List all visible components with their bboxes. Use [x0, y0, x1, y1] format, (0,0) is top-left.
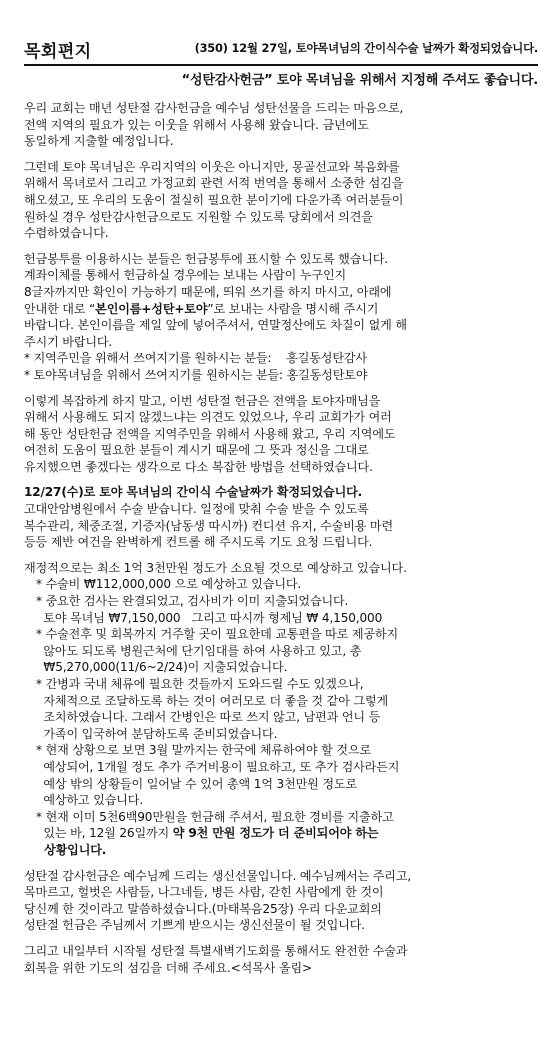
text-line: 않아도 되도록 병원근처에 단기임대를 하여 사용하고 있고, 총 — [36, 643, 362, 658]
text-line: 전액 지역의 필요가 있는 이웃을 위해서 사용해 왔습니다. 금년에도 — [24, 117, 369, 132]
header-subtitle: (350) 12월 27일, 토야목녀님의 간이식수술 날짜가 확정되었습니다. — [194, 41, 538, 55]
letter-page — [0, 31, 560, 1051]
text-line: 목마르고, 헐벗은 사람들, 나그네들, 병든 사람, 갇힌 사람에게 한 것이 — [24, 885, 384, 900]
paragraph-2 — [24, 159, 538, 242]
text-line: 그런데 토야 목녀님은 우리지역의 이웃은 아니지만, 몽골선교와 복음화를 — [24, 159, 400, 174]
text-line: 우리 교회는 매년 성탄절 감사헌금을 예수님 성탄선물을 드리는 마음으로, — [24, 101, 404, 115]
text-line: 위해서 목녀로서 그리고 가정교회 관련 서적 번역을 통해서 소중한 섬김을 — [24, 176, 404, 191]
text-line: 성탄절 감사헌금은 예수님께 드리는 생신선물입니다. 예수님께서는 주리고, — [24, 868, 412, 883]
transfer-format-bold: 본인이름+성탄+토야 — [95, 301, 208, 316]
paragraph-3 — [24, 251, 538, 384]
text-line: 등등 제반 여건을 완벽하게 컨트롤 해 주시도록 기도 요청 드립니다. — [24, 535, 373, 550]
text-segment: ”로 보내는 사람을 명시해 주시기 — [207, 301, 379, 316]
text-line: 당신께 한 것이라고 말씀하셨습니다.(마태복음25장) 우리 다운교회의 — [24, 901, 382, 916]
text-line: * 중요한 검사는 완결되었고, 검사비가 이미 지출되었습니다. — [36, 594, 349, 609]
signature-line: 회복을 위한 기도의 섬김을 더해 주세요.<석목사 올림> — [24, 960, 313, 975]
surgery-date-heading: 12/27(수)로 토야 목녀님의 간이식 수술날짜가 확정되었습니다. — [24, 485, 363, 500]
bullet-toya: * 토야목녀님을 위해서 쓰여지기를 원하시는 분들: 홍길동성탄토야 — [24, 367, 368, 382]
header-rule — [24, 64, 538, 66]
letter-header — [24, 31, 538, 67]
cost-item — [24, 576, 538, 593]
cost-item — [24, 742, 538, 808]
text-line: 예상하고 있습니다. — [36, 793, 144, 808]
text-line: 해오셨고, 또 우리의 도움이 절실히 필요한 분이기에 다운가족 여러분들이 — [24, 192, 404, 207]
header-title: 목회편지 — [24, 42, 92, 62]
text-line: 여전히 도움이 필요한 분들이 계시기 때문에 그 뜻과 정신을 그대로 — [24, 443, 369, 458]
text-line: 헌금봉투를 이용하시는 분들은 헌금봉투에 표시할 수 있도록 했습니다. — [24, 251, 388, 266]
text-line: 위해서 사용해도 되지 않겠느냐는 의견도 있었으나, 우리 교회가가 여러 — [24, 410, 392, 425]
letter-subtitle: “성탄감사헌금” 토야 목녀님을 위해서 지정해 주셔도 좋습니다. — [181, 73, 538, 88]
cost-item — [24, 676, 538, 742]
text-line: 예상 밖의 상황들이 일어날 수 있어 총액 1억 3천만원 정도로 — [36, 776, 357, 791]
paragraph-4 — [24, 393, 538, 476]
text-line: 해 동안 성탄헌금 전액을 지역주민을 위해서 사용해 왔고, 우리 지역에도 — [24, 426, 396, 441]
text-line: * 현재 상황으로 보면 3월 말까지는 한국에 체류하여야 할 것으로 — [36, 743, 372, 758]
paragraph-5 — [24, 484, 538, 550]
remaining-amount-bold: 약 9천 만원 정도가 더 준비되어야 하는 — [172, 826, 379, 841]
text-line — [24, 301, 538, 318]
text-line: 예상되어, 1개월 정도 추가 주거비용이 필요하고, 또 추가 검사라든지 — [36, 759, 400, 774]
cost-item — [24, 626, 538, 676]
text-line: 원하실 경우 성탄감사헌금으로도 지원할 수 있도록 당회에서 의견을 — [24, 209, 373, 224]
text-line: 이렇게 복잡하게 하지 말고, 이번 성탄절 헌금은 전액을 토야자매님을 — [24, 393, 381, 408]
cost-item-remaining — [24, 809, 538, 859]
text-line: 8글자까지만 확인이 가능하기 때문에, 띄워 쓰기를 하지 마시고, 아래에 — [24, 284, 392, 299]
text-line: 주시기 바랍니다. — [24, 334, 113, 349]
text-line: 그리고 내일부터 시작될 성탄절 특별새벽기도회를 통해서도 완전한 수술과 — [24, 943, 408, 958]
paragraph-8 — [24, 943, 538, 976]
text-line: * 현재 이미 5천6백90만원을 헌금해 주셔서, 필요한 경비를 지출하고 — [36, 809, 394, 824]
text-line: ₩5,270,000(11/6~2/24)이 지출되었습니다. — [36, 660, 288, 675]
text-line: * 수술비 ₩112,000,000 으로 예상하고 있습니다. — [36, 577, 302, 592]
remaining-amount-bold: 상황입니다. — [36, 842, 107, 857]
text-line: 복수관리, 체중조절, 기증자(남동생 따시까) 컨디션 유지, 수술비용 마련 — [24, 518, 393, 533]
text-line: 수렴하였습니다. — [24, 226, 109, 241]
text-line: 자체적으로 조달하도록 하는 것이 여러모로 더 좋을 것 같아 그렇게 — [36, 693, 389, 708]
text-line: 계좌이체를 통해서 헌금하실 경우에는 보내는 사람이 누구인지 — [24, 268, 347, 283]
text-segment: 있는 바, 12월 26일까지 — [36, 826, 173, 841]
cost-item — [24, 593, 538, 626]
text-line: 동일하게 지출할 예정입니다. — [24, 134, 174, 149]
text-line — [36, 825, 538, 842]
paragraph-1 — [24, 100, 538, 150]
text-line: 유지했으면 좋겠다는 생각으로 다소 복잡한 방법을 선택하였습니다. — [24, 459, 373, 474]
text-line: 토야 목녀님 ₩7,150,000 그리고 따시까 형제님 ₩ 4,150,000 — [36, 610, 383, 625]
text-line: 성탄절 헌금은 주님께서 기쁘게 받으시는 생신선물이 될 것입니다. — [24, 918, 365, 933]
text-line: 조치하였습니다. 그래서 간병인은 따로 쓰지 않고, 남편과 언니 등 — [36, 710, 381, 725]
bullet-local: * 지역주민을 위해서 쓰여지기를 원하시는 분들: 홍길동성탄감사 — [24, 351, 367, 366]
paragraph-7 — [24, 868, 538, 934]
paragraph-6 — [24, 560, 538, 859]
text-line: 고대안암병원에서 수술 받습니다. 일정에 맞춰 수술 받을 수 있도록 — [24, 502, 369, 517]
text-segment: 안내한 대로 “ — [24, 301, 96, 316]
text-line: * 간병과 국내 체류에 필요한 것들까지 도와드릴 수도 있겠으나, — [36, 677, 364, 691]
text-line: 재정적으로는 최소 1억 3천만원 정도가 소요될 것으로 예상하고 있습니다. — [24, 560, 407, 575]
text-line: 가족이 입국하여 분담하도록 준비되었습니다. — [36, 726, 278, 741]
text-line: * 수술전후 및 회복까지 거주할 곳이 필요한데 교통편을 따로 제공하지 — [36, 627, 399, 642]
text-line: 바랍니다. 본인이름을 제일 앞에 넣어주셔서, 연말정산에도 차질이 없게 해 — [24, 318, 407, 333]
